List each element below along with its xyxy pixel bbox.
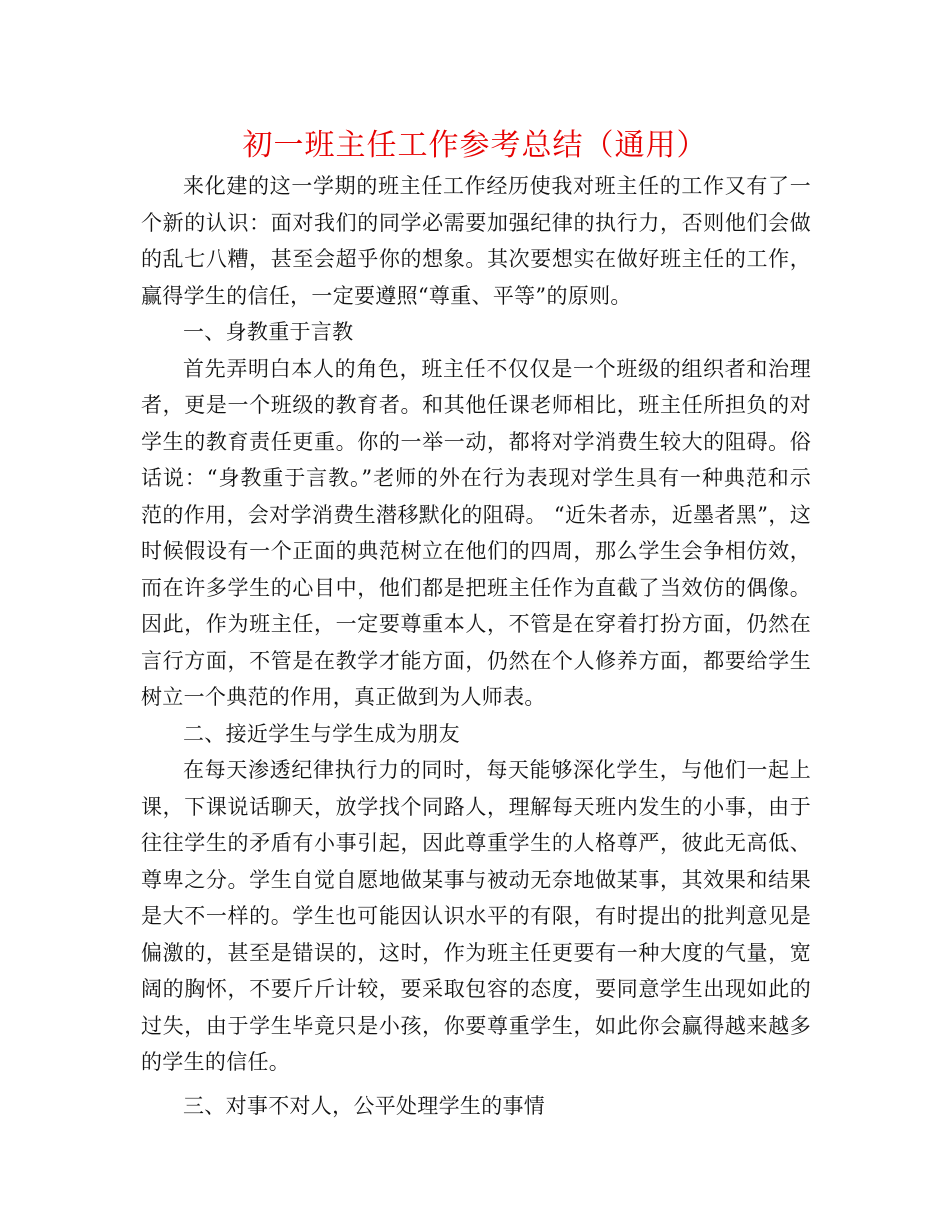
paragraph-section-1: 首先弄明白本人的角色，班主任不仅仅是一个班级的组织者和治理者，更是一个班级的教育者。和其他任课老师相比，班主任所担负的对学生的教育责任更重。你的一举一动，都将对学消费生较大的阻碍。俗话说：“身教重于言教。”老师的外在行为表现对学生具有一种典范和示范的作用，会对学消费生潜移默化的阻碍。 “近朱者赤，近墨者黑”，这时候假设有一个正面的典范树立在他们的四周，那么学生会争相仿效，而在许多学生的心目中，他们都是把班主任作为直截了当效仿的偶像。因此，作为班主任，一定要尊重本人，不管是在穿着打扮方面，仍然在言行方面，不管是在教学才能方面，仍然在个人修养方面，都要给学生树立一个典范的作用，真正做到为人师表。 bbox=[141, 356, 811, 709]
paragraph-section-2: 在每天渗透纪律执行力的同时，每天能够深化学生，与他们一起上课，下课说话聊天，放学找个同路人，理解每天班内发生的小事，由于往往学生的矛盾有小事引起，因此尊重学生的人格尊严，彼此无高低、尊卑之分。学生自觉自愿地做某事与被动无奈地做某事，其效果和结果是大不一样的。学生也可能因认识水平的有限，有时提出的批判意见是偏激的，甚至是错误的，这时，作为班主任更要有一种大度的气量，宽阔的胸怀，不要斤斤计较，要采取包容的态度，要同意学生出现如此的过失，由于学生毕竟只是小孩，你要尊重学生，如此你会赢得越来越多的学生的信任。 bbox=[141, 758, 811, 1074]
document-body bbox=[141, 168, 811, 1124]
section-heading-2: 二、接近学生与学生成为朋友 bbox=[183, 721, 460, 746]
paragraph-spacer bbox=[141, 1081, 811, 1088]
section-heading-1: 一、身教重于言教 bbox=[183, 320, 354, 344]
paragraph-intro: 来化建的这一学期的班主任工作经历使我对班主任的工作又有了一个新的认识：面对我们的同学必需要加强纪律的执行力，否则他们会做的乱七八糟，甚至会超乎你的想象。其次要想实在做好班主任的工作，赢得学生的信任，一定要遵照“尊重、平等”的原则。 bbox=[141, 174, 811, 308]
document-title: 初一班主任工作参考总结（通用） bbox=[242, 128, 708, 163]
section-heading-3: 三、对事不对人，公平处理学生的事情 bbox=[183, 1093, 546, 1118]
